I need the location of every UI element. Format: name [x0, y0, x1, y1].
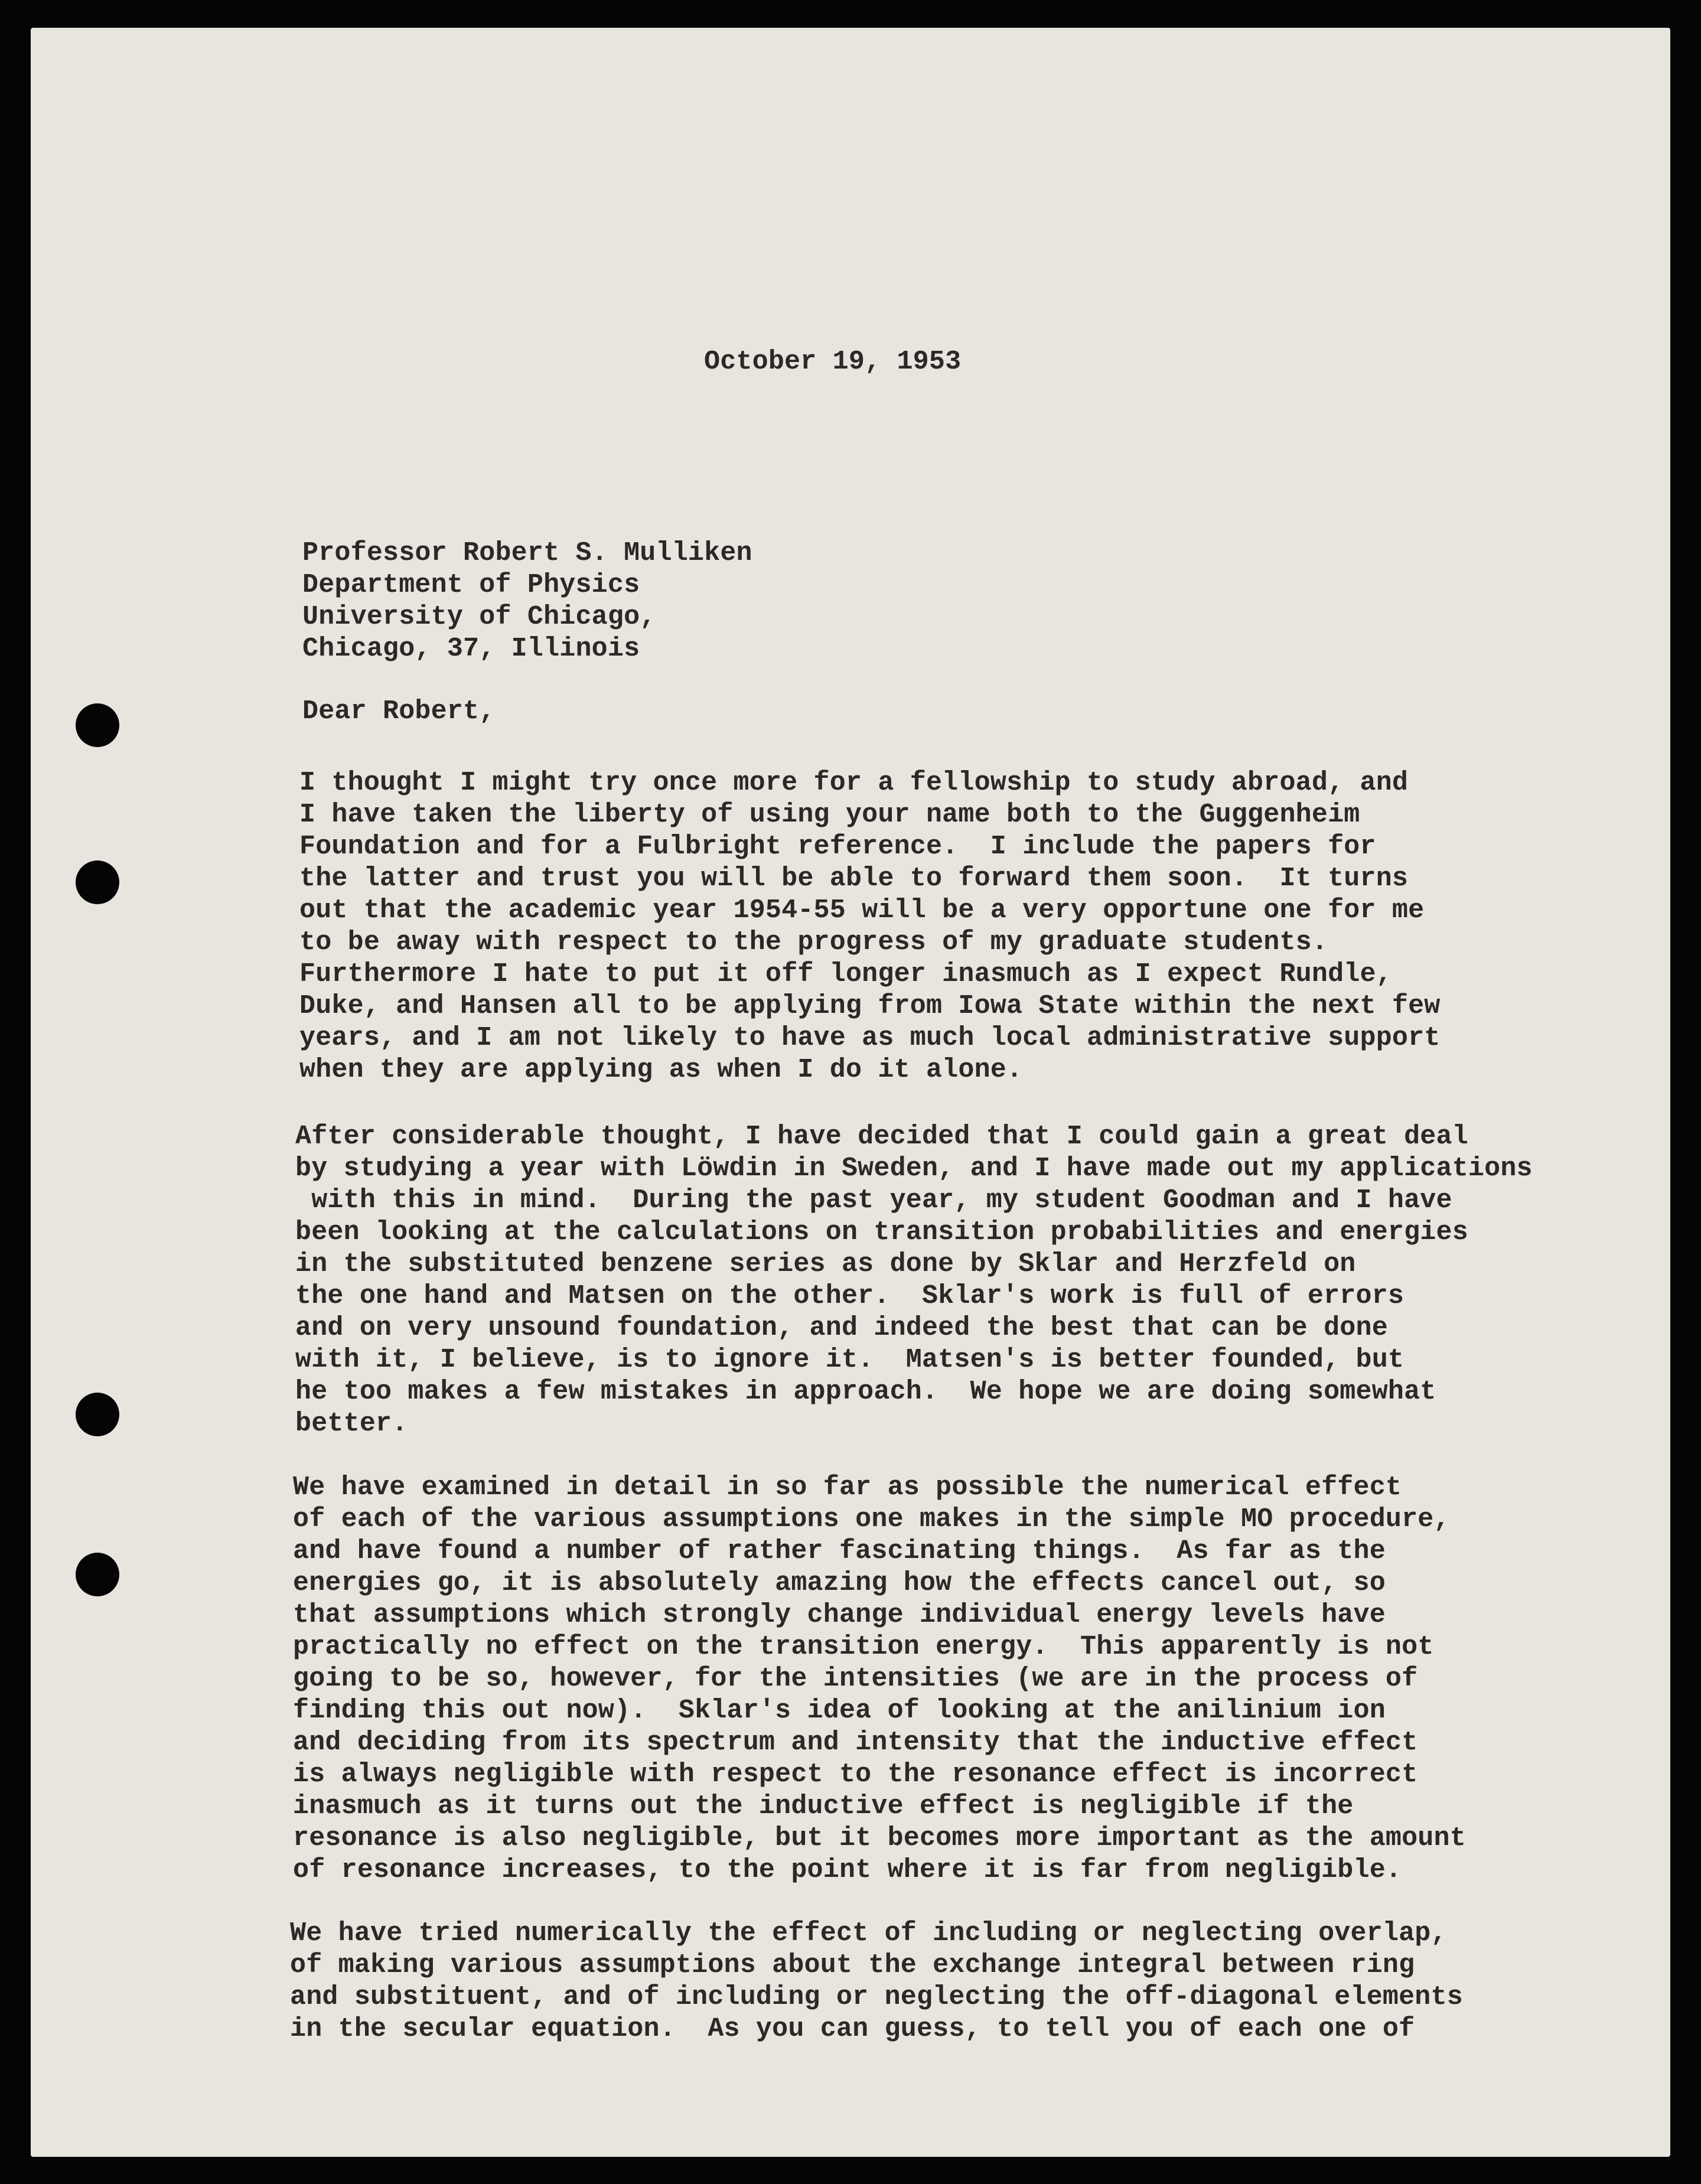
text-line: going to be so, however, for the intensities (we are in the process of — [293, 1664, 1418, 1694]
paragraph-1 — [299, 767, 1441, 1086]
paragraph-4 — [290, 1918, 1463, 2045]
text-line: I have taken the liberty of using your name both to the Guggenheim — [299, 800, 1360, 830]
text-line: energies go, it is absolutely amazing how the effects cancel out, so — [293, 1568, 1386, 1598]
text-line: and deciding from its spectrum and intensity that the inductive effect — [293, 1727, 1418, 1758]
text-line: that assumptions which strongly change individual energy levels have — [293, 1600, 1386, 1630]
text-line: and have found a number of rather fascinating things. As far as the — [293, 1536, 1386, 1566]
text-line: We have examined in detail in so far as possible the numerical effect — [293, 1472, 1402, 1502]
text-line: by studying a year with Löwdin in Sweden, and I have made out my applications — [295, 1153, 1533, 1184]
text-line: of each of the various assumptions one makes in the simple MO procedure, — [293, 1504, 1450, 1534]
address-line: Chicago, 37, Illinois — [302, 634, 640, 664]
paragraph-3 — [293, 1472, 1466, 1886]
text-line: of resonance increases, to the point where it is far from negligible. — [293, 1855, 1402, 1885]
text-line: better. — [295, 1409, 408, 1439]
text-line: is always negligible with respect to the resonance effect is incorrect — [293, 1759, 1418, 1789]
text-line: and substituent, and of including or neglecting the off-diagonal elements — [290, 1982, 1463, 2012]
text-line: he too makes a few mistakes in approach. We hope we are doing somewhat — [295, 1377, 1436, 1407]
punch-hole — [76, 1553, 119, 1596]
text-line: of making various assumptions about the exchange integral between ring — [290, 1950, 1415, 1980]
text-line: We have tried numerically the effect of including or neglecting overlap, — [290, 1918, 1447, 1948]
text-line: in the substituted benzene series as done by Sklar and Herzfeld on — [295, 1249, 1356, 1279]
text-line: finding this out now). Sklar's idea of looking at the anilinium ion — [293, 1696, 1386, 1726]
recipient-address — [302, 537, 752, 665]
text-line: in the secular equation. As you can guess, to tell you of each one of — [290, 2014, 1415, 2044]
text-line: with this in mind. During the past year, my student Goodman and I have — [295, 1185, 1452, 1215]
text-line: when they are applying as when I do it alone. — [299, 1055, 1023, 1085]
salutation: Dear Robert, — [302, 696, 496, 726]
address-line: University of Chicago, — [302, 602, 656, 632]
text-line: years, and I am not likely to have as much local administrative support — [299, 1023, 1441, 1053]
text-line: After considerable thought, I have decided that I could gain a great deal — [295, 1122, 1468, 1152]
letter-date: October 19, 1953 — [704, 347, 962, 377]
text-line: Furthermore I hate to put it off longer inasmuch as I expect Rundle, — [299, 959, 1392, 989]
text-line: I thought I might try once more for a fellowship to study abroad, and — [299, 768, 1409, 798]
punch-hole — [76, 1393, 119, 1436]
text-line: resonance is also negligible, but it becomes more important as the amount — [293, 1823, 1466, 1853]
text-line: practically no effect on the transition energy. This apparently is not — [293, 1632, 1434, 1662]
address-line: Professor Robert S. Mulliken — [302, 538, 752, 568]
text-line: inasmuch as it turns out the inductive effect is negligible if the — [293, 1791, 1354, 1821]
text-line: the one hand and Matsen on the other. Sklar's work is full of errors — [295, 1281, 1405, 1311]
punch-hole — [76, 703, 119, 747]
text-line: with it, I believe, is to ignore it. Matsen's is better founded, but — [295, 1345, 1405, 1375]
text-line: Duke, and Hansen all to be applying from Iowa State within the next few — [299, 991, 1441, 1021]
address-line: Department of Physics — [302, 570, 640, 600]
text-line: out that the academic year 1954-55 will be a very opportune one for me — [299, 895, 1425, 925]
text-line: the latter and trust you will be able to forward them soon. It turns — [299, 863, 1409, 894]
text-line: to be away with respect to the progress of my graduate students. — [299, 927, 1328, 957]
paragraph-2 — [295, 1121, 1533, 1440]
punch-hole — [76, 860, 119, 904]
text-line: and on very unsound foundation, and indeed the best that can be done — [295, 1313, 1388, 1343]
text-line: Foundation and for a Fulbright reference. I include the papers for — [299, 832, 1376, 862]
text-line: been looking at the calculations on transition probabilities and energies — [295, 1217, 1468, 1247]
